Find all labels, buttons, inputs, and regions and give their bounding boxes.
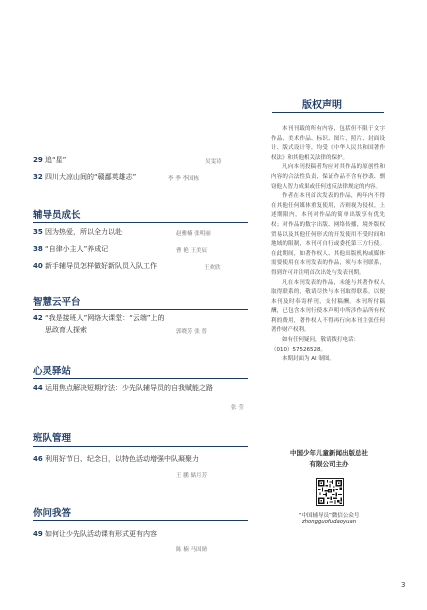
qr-caption: “中国辅导员”微信公众号 (298, 513, 360, 519)
toc-title-continuation: 思政育人探索 (45, 326, 87, 334)
qr-caption-pinyin: zhongguofudaoyuan (301, 519, 357, 525)
toc-title: 利用好节日、纪念日，以特色活动增强中队凝聚力 (45, 455, 199, 463)
section-title-qa: 你问我答 (33, 508, 72, 519)
toc-title: “我是接班人”网络大课堂：“云端”上的 (45, 314, 165, 322)
qr-code-icon (317, 479, 343, 505)
copyright-divider (272, 112, 384, 113)
toc-item-49[interactable] (33, 529, 248, 539)
sponsor-line-2: 有限公司主办 (309, 460, 349, 468)
section-title-counselor-growth: 辅导员成长 (33, 210, 81, 221)
hotline-label: 如有任何疑问，敬请拨打电话： (282, 337, 360, 344)
section-divider (33, 222, 248, 223)
toc-title: “自律小主人”养成记 (45, 245, 109, 253)
toc-title: 新手辅导员怎样做好新队员入队工作 (45, 262, 157, 270)
page-number: 3 (401, 581, 406, 589)
toc-page-number: 40 (33, 262, 43, 270)
toc-authors: 张 莹 (231, 405, 244, 411)
section-title-smart-cloud: 智慧云平台 (33, 297, 81, 308)
toc-authors: 陈 楠 马国勋 (176, 547, 207, 553)
copyright-paragraph: 凡向本刊投稿者均应对其作品的原创性和内容的合法性负责，保证作品不含有抄袭、剽窃他人智力成果或任何违反法律规定的内容。 (271, 164, 385, 190)
toc-authors: 曹 艳 王美辰 (176, 248, 207, 254)
copyright-title: 版权声明 (302, 100, 342, 111)
hotline-number[interactable]: （010）57526528。 (271, 346, 326, 353)
cover-ai-note: 本期封面为 AI 制图。 (282, 356, 335, 363)
toc-title: 如何让少先队活动课有形式更有内容 (45, 530, 157, 538)
toc-page-number: 38 (33, 245, 43, 253)
toc-page-number: 32 (33, 173, 43, 181)
toc-authors: 王 鹏 储月芳 (176, 473, 207, 479)
copyright-paragraph: 凡在本刊发表的作品，未能与其著作权人取得联系的，敬请尽快与本刊取得联系，以便本刊及时奉寄样刊，支付稿酬。本刊所付稿酬，已包含本刊行使本声明中所涉作品所有权利的费用，著作权人不得再行向本刊主张任何著作财产权利。 (271, 279, 385, 334)
toc-item-42-line2 (45, 325, 245, 335)
toc-item-46[interactable] (33, 454, 248, 464)
sponsor-line-1: 中国少年儿童新闻出版总社 (290, 449, 368, 457)
section-title-class-management: 班队管理 (33, 433, 72, 444)
toc-item-44[interactable] (33, 383, 263, 393)
toc-page-number: 29 (33, 156, 43, 164)
section-divider (33, 378, 248, 379)
section-title-heart-station: 心灵驿站 (33, 366, 72, 377)
copyright-paragraph: 作者在本刊首次发表的作品，两年内不得在其他任何媒体重复使用，否则视为侵权。上述期限内，本刊对作品的简单出版享有优先权；对作品的数字出版、网络传播，境外版权贸易以及其他任何形式的开发使用不受时间和地域的限制，本刊可自行或委托第三方行使。在此期间，如著作权人、其他出版机构或媒体需要使用在本刊发表的作品，须与本刊联系，得到许可并注明首次出处与发表刊期。 (271, 193, 385, 276)
toc-item-42[interactable] (33, 313, 233, 323)
toc-page-number: 42 (33, 314, 43, 322)
toc-item-29[interactable] (33, 155, 233, 165)
toc-page-number: 44 (33, 384, 43, 392)
toc-item-32[interactable] (33, 172, 233, 182)
copyright-body (271, 125, 385, 365)
section-divider (33, 446, 248, 447)
toc-authors: 王欢欣 (204, 265, 221, 271)
toc-page-number: 46 (33, 455, 43, 463)
section-divider (33, 309, 248, 310)
toc-title: 运用焦点解决短期疗法：少先队辅导员的自我赋能之路 (45, 384, 213, 392)
section-divider (33, 520, 248, 521)
toc-title: 因为热爱，所以全力以赴 (45, 228, 122, 236)
toc-authors: 吴雯诗 (205, 159, 222, 165)
copyright-paragraph: 本刊刊载的所有内容，包括但不限于文字作品、美术作品、标识、图片、照片、封面设计、版式设计等，均受《中华人民共和国著作权法》和其他相关法律的保护。 (271, 126, 385, 161)
toc-authors: 赵雅楠 张明丽 (176, 231, 211, 237)
toc-authors: 郭晓芳 张 普 (176, 329, 207, 335)
toc-page-number: 35 (33, 228, 43, 236)
toc-page-number: 49 (33, 530, 43, 538)
toc-item-40[interactable] (33, 261, 233, 271)
wechat-qr-code[interactable] (316, 478, 344, 506)
toc-title: 追“星” (45, 156, 67, 164)
toc-title: 四川大凉山间的“赣鄱英雄志” (45, 173, 137, 181)
toc-authors: 李 季 李国栋 (168, 176, 199, 182)
